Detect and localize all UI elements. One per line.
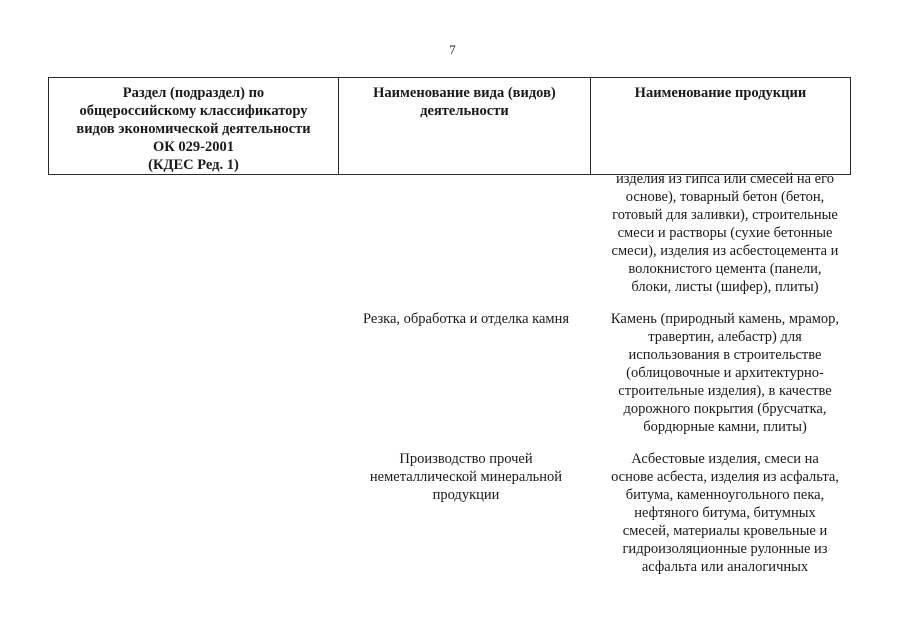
text-line: продукции — [432, 487, 500, 503]
text-line: Производство прочей — [399, 451, 533, 467]
text-line: основе асбеста, изделия из асфальта, — [611, 469, 839, 485]
header-okved-section — [49, 78, 339, 175]
header-line: деятельности — [420, 103, 509, 119]
text-line: неметаллической минеральной — [369, 469, 563, 485]
header-line: (КДЕС Ред. 1) — [148, 157, 239, 173]
header-line: Раздел (подраздел) по — [122, 85, 265, 101]
header-line: Наименование вида (видов) — [373, 85, 556, 101]
row-2-activity — [340, 450, 592, 504]
row-2-products — [594, 450, 856, 576]
text-line: готовый для заливки), строительные — [612, 207, 838, 223]
text-line: блоки, листы (шифер), плиты) — [631, 279, 819, 295]
row-0-products — [594, 170, 856, 296]
text-line: смеси), изделия из асбестоцемента и — [611, 243, 839, 259]
text-line: основе), товарный бетон (бетон, — [625, 189, 825, 205]
text-line: волокнистого цемента (панели, — [628, 261, 822, 277]
text-line: использования в строительстве — [628, 347, 822, 363]
header-line: общероссийскому классификатору — [79, 103, 308, 119]
header-line: Наименование продукции — [634, 85, 807, 101]
text-line: бордюрные камни, плиты) — [643, 419, 807, 435]
text-line: строительные изделия), в качестве — [618, 383, 832, 399]
classification-table-header — [48, 77, 851, 175]
text-line: травертин, алебастр) для — [648, 329, 802, 345]
text-line: битума, каменноугольного пека, — [625, 487, 825, 503]
text-line: нефтяного битума, битумных — [634, 505, 816, 521]
text-line: асфальта или аналогичных — [641, 559, 809, 575]
header-product-name — [590, 78, 850, 175]
page-number: 7 — [449, 42, 456, 57]
header-activity-name — [338, 78, 590, 175]
row-1-activity — [340, 310, 592, 328]
text-line: Асбестовые изделия, смеси на — [631, 451, 819, 467]
row-1-products — [594, 310, 856, 436]
header-line: ОК 029-2001 — [152, 139, 234, 155]
text-line: смеси и растворы (сухие бетонные — [617, 225, 833, 241]
text-line: изделия из гипса или смесей на его — [616, 171, 834, 187]
text-line: Камень (природный камень, мрамор, — [610, 311, 840, 327]
text-line: гидроизоляционные рулонные из — [622, 541, 828, 557]
text-line: смесей, материалы кровельные и — [622, 523, 828, 539]
text-line: (облицовочные и архитектурно- — [626, 365, 824, 381]
text-line: дорожного покрытия (брусчатка, — [623, 401, 827, 417]
text-line: Резка, обработка и отделка камня — [362, 311, 570, 327]
header-line: видов экономической деятельности — [76, 121, 311, 137]
